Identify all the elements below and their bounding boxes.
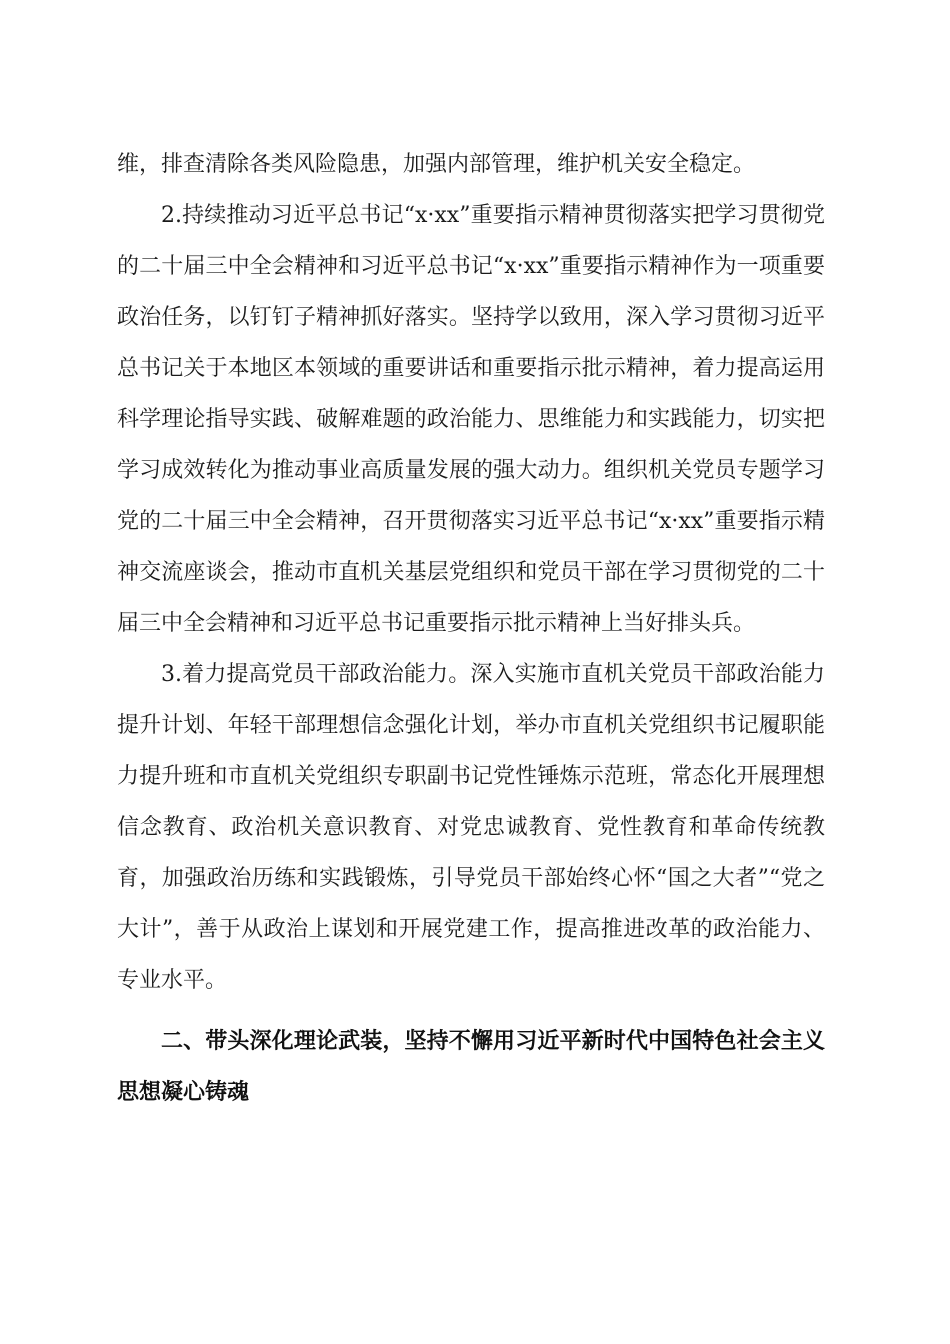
- document-body: [117, 139, 825, 1118]
- section-heading: 二、带头深化理论武装，坚持不懈用习近平新时代中国特色社会主义思想凝心铸魂: [117, 1029, 825, 1105]
- paragraph-item-3: 3.着力提高党员干部政治能力。深入实施市直机关党员干部政治能力提升计划、年轻干部理想信念强化计划，举办市直机关党组织书记履职能力提升班和市直机关党组织专职副书记党性锤炼示范班，常态化开展理想信念教育、政治机关意识教育、对党忠诚教育、党性教育和革命传统教育，加强政治历练和实践锻炼，引导党员干部始终心怀“国之大者”“党之大计”，善于从政治上谋划和开展党建工作，提高推进改革的政治能力、专业水平。: [117, 662, 825, 993]
- paragraph-item-2: 2.持续推动习近平总书记“x·xx”重要指示精神贯彻落实把学习贯彻党的二十届三中全会精神和习近平总书记“x·xx”重要指示精神作为一项重要政治任务，以钉钉子精神抓好落实。坚持学以致用，深入学习贯彻习近平总书记关于本地区本领域的重要讲话和重要指示批示精神，着力提高运用科学理论指导实践、破解难题的政治能力、思维能力和实践能力，切实把学习成效转化为推动事业高质量发展的强大动力。组织机关党员专题学习党的二十届三中全会精神，召开贯彻落实习近平总书记“x·xx”重要指示精神交流座谈会，推动市直机关基层党组织和党员干部在学习贯彻党的二十届三中全会精神和习近平总书记重要指示批示精神上当好排头兵。: [117, 203, 825, 636]
- paragraph-continuation: 维，排查清除各类风险隐患，加强内部管理，维护机关安全稳定。: [117, 152, 756, 177]
